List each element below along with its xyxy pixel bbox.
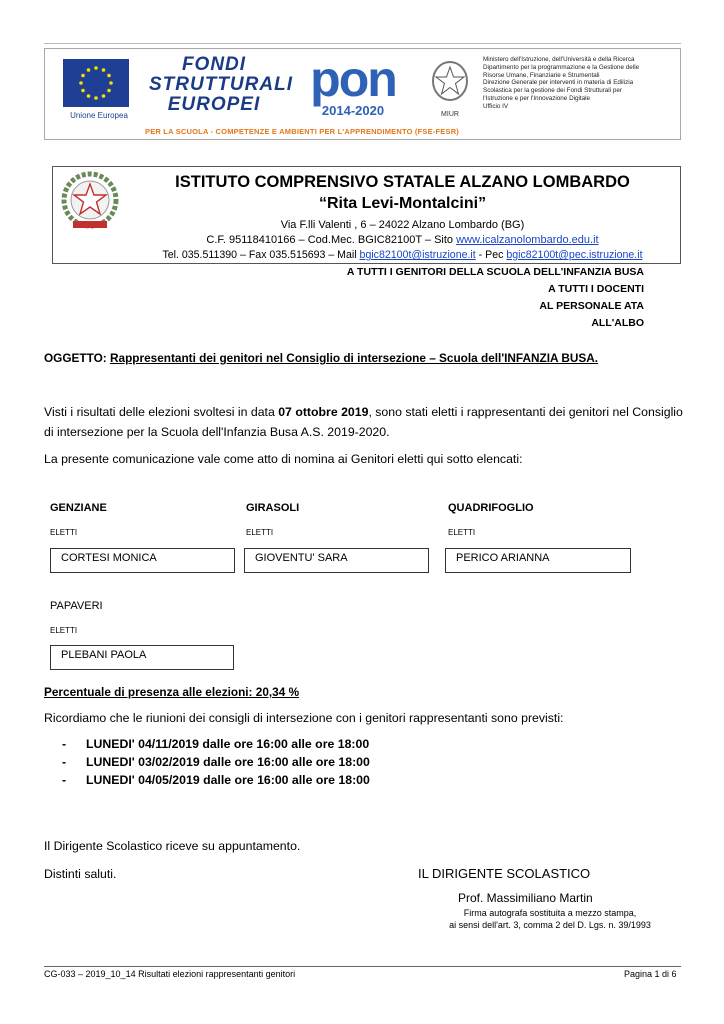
- contacts-text: Tel. 035.511390 – Fax 035.515693 – Mail: [162, 249, 360, 261]
- signature-note-line: ai sensi dell'art. 3, comma 2 del D. Lgs. n. 39/1993: [449, 920, 651, 930]
- addressee-line: A TUTTI I DOCENTI: [548, 283, 644, 295]
- page-number: Pagina 1 di 6: [624, 969, 677, 979]
- school-mail-link[interactable]: bgic82100t@istruzione.it: [359, 249, 476, 261]
- ministry-line: Ministero dell'Istruzione, dell'Università e della Ricerca: [483, 56, 635, 63]
- fondi-line-2: STRUTTURALI: [149, 74, 293, 95]
- greetings: Distinti saluti.: [44, 867, 117, 881]
- attendance-percent: Percentuale di presenza alle elezioni: 20,34 %: [44, 685, 300, 699]
- elected-box: GIOVENTU' SARA: [244, 548, 429, 573]
- school-codes: [123, 234, 682, 246]
- intro-text: , sono stati eletti i rappresentanti dei genitori nel Consiglio: [368, 405, 683, 419]
- fondi-line-1: FONDI: [181, 54, 247, 75]
- fondi-strutturali-logo: [149, 54, 293, 115]
- eu-label: Unione Europea: [70, 111, 128, 120]
- nomina-paragraph: La presente comunicazione vale come atto di nomina ai Genitori eletti qui sotto elencati:: [44, 452, 523, 466]
- school-title: ISTITUTO COMPRENSIVO STATALE ALZANO LOMBARDO: [175, 173, 630, 191]
- top-rule: [44, 43, 681, 44]
- subject-line: [44, 351, 598, 365]
- election-date: 07 ottobre 2019: [278, 405, 369, 419]
- school-name: “Rita Levi-Montalcini”: [318, 195, 487, 212]
- ministry-text: [483, 56, 675, 111]
- group-name: GIRASOLI: [246, 502, 300, 514]
- ministry-line: Risorse Umane, Finanziarie e Strumentali: [483, 71, 600, 79]
- intro-paragraph: [44, 402, 684, 442]
- meeting-date: LUNEDI' 03/02/2019 dalle ore 16:00 alle ore 18:00: [86, 755, 370, 769]
- intro-line-1: [44, 402, 684, 422]
- subject-text: Rappresentanti dei genitori nel Consiglio di intersezione – Scuola dell'INFANZIA BUSA.: [109, 351, 599, 365]
- signature-note: [434, 907, 666, 931]
- school-address: Via F.lli Valenti , 6 – 24022 Alzano Lombardo (BG): [280, 219, 525, 231]
- meeting-item: - LUNEDI' 03/02/2019 dalle ore 16:00 alle ore 18:00: [62, 755, 370, 769]
- meetings-intro: Ricordiamo che le riunioni dei consigli di intersezione con i genitori rappresentanti sono previsti:: [44, 711, 564, 725]
- intro-text: Visti i risultati delle elezioni svoltesi in data: [44, 405, 279, 419]
- eu-flag-icon: [63, 59, 129, 107]
- codes-text: C.F. 95118410166 – Cod.Mec. BGIC82100T – Sito: [206, 234, 457, 246]
- ministry-line: Direzione Generale per interventi in materia di Edilizia: [483, 79, 634, 87]
- meeting-item: - LUNEDI' 04/11/2019 dalle ore 16:00 alle ore 18:00: [62, 737, 370, 751]
- republic-emblem-icon: [59, 171, 121, 233]
- miur-emblem-icon: [431, 59, 469, 103]
- footer-reference: CG-033 – 2019_10_14 Risultati elezioni rappresentanti genitori: [44, 969, 296, 979]
- signature-note-line: Firma autografa sostituita a mezzo stampa,: [463, 908, 637, 918]
- group-sub: ELETTI: [246, 528, 274, 537]
- pon-logo: pon: [310, 51, 396, 107]
- group-name: GENZIANE: [50, 502, 107, 514]
- subject-label: OGGETTO:: [44, 351, 107, 365]
- pon-banner: [44, 48, 681, 140]
- pon-years: 2014-2020: [321, 103, 385, 118]
- intro-line-2: di intersezione per la Scuola dell'Infanzia Busa A.S. 2019-2020.: [44, 425, 390, 439]
- group-sub: ELETTI: [50, 626, 78, 635]
- elected-box: PERICO ARIANNA: [445, 548, 631, 573]
- meeting-item: - LUNEDI' 04/05/2019 dalle ore 16:00 alle ore 18:00: [62, 773, 370, 787]
- ministry-line: Dipartimento per la programmazione e la Gestione delle: [483, 63, 640, 71]
- fondi-line-3: EUROPEI: [167, 94, 261, 115]
- miur-label: MIUR: [441, 111, 459, 118]
- group-name: QUADRIFOGLIO: [448, 502, 534, 514]
- addressee-line: A TUTTI I GENITORI DELLA SCUOLA DELL'INFANZIA BUSA: [346, 266, 644, 278]
- group-sub: ELETTI: [50, 528, 78, 537]
- group-sub: ELETTI: [448, 528, 476, 537]
- pon-strip: PER LA SCUOLA - COMPETENZE E AMBIENTI PER L'APPRENDIMENTO (FSE-FESR): [145, 127, 460, 136]
- school-site-link[interactable]: www.icalzanolombardo.edu.it: [456, 234, 599, 246]
- footer-rule: [44, 966, 681, 967]
- addressee-line: AL PERSONALE ATA: [539, 300, 644, 312]
- school-header: [52, 166, 681, 264]
- group-name: PAPAVERI: [50, 600, 103, 612]
- ministry-line: Ufficio IV: [483, 102, 509, 110]
- ministry-line: Scolastica per la gestione dei Fondi Strutturali per: [483, 87, 622, 95]
- school-pec-link[interactable]: bgic82100t@pec.istruzione.it: [506, 249, 643, 261]
- elected-box: PLEBANI PAOLA: [50, 645, 234, 670]
- ministry-line: l'Istruzione e per l'Innovazione Digitale: [483, 94, 591, 102]
- elected-box: CORTESI MONICA: [50, 548, 235, 573]
- appointment-note: Il Dirigente Scolastico riceve su appuntamento.: [44, 839, 301, 853]
- meeting-date: LUNEDI' 04/05/2019 dalle ore 16:00 alle ore 18:00: [86, 773, 370, 787]
- meeting-date: LUNEDI' 04/11/2019 dalle ore 16:00 alle ore 18:00: [86, 737, 370, 751]
- addressee-line: ALL'ALBO: [591, 317, 644, 329]
- signature-role: IL DIRIGENTE SCOLASTICO: [418, 866, 591, 881]
- pec-text: - Pec: [475, 249, 507, 261]
- signature-name: Prof. Massimiliano Martin: [458, 891, 593, 905]
- school-contacts: [123, 249, 682, 261]
